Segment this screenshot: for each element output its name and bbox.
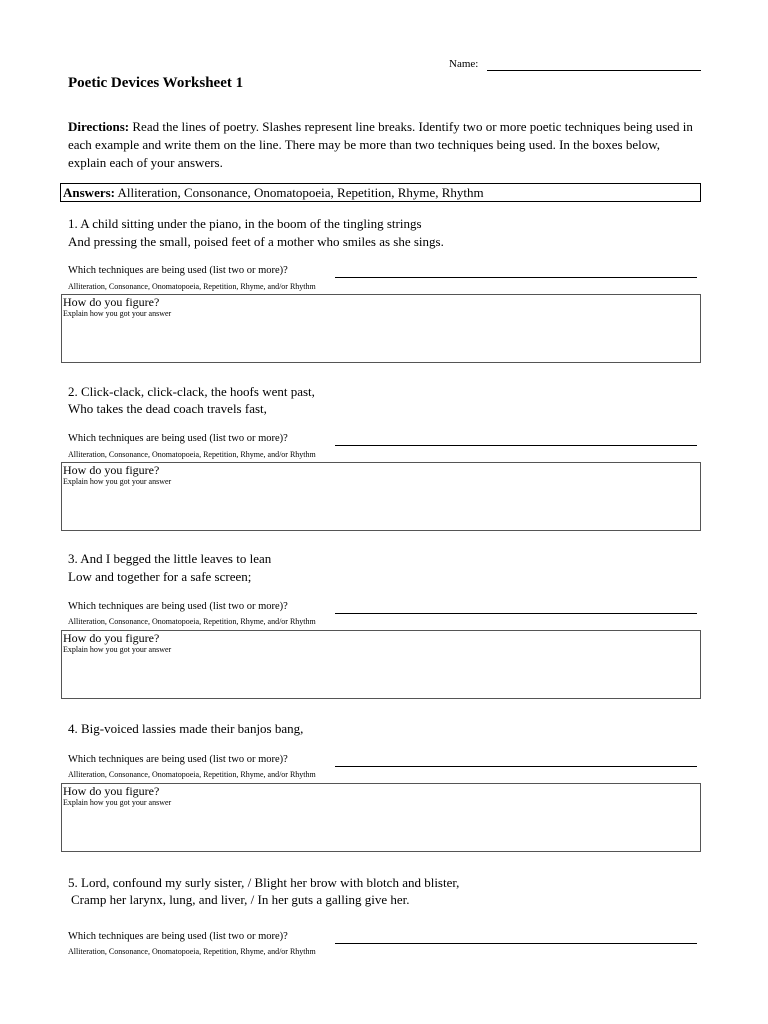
box-heading: How do you figure? <box>63 784 160 798</box>
question-3-explanation-box[interactable] <box>61 630 701 699</box>
question-3-line-2: Low and together for a safe screen; <box>68 569 252 584</box>
question-2-line-2: Who takes the dead coach travels fast, <box>68 401 267 416</box>
question-2-technique-answer-line[interactable] <box>335 445 697 446</box>
page-title: Poetic Devices Worksheet 1 <box>68 75 244 91</box>
directions <box>68 118 698 172</box>
box-subheading: Explain how you got your answer <box>63 309 172 318</box>
question-3-technique-answer-line[interactable] <box>335 613 697 614</box>
box-subheading: Explain how you got your answer <box>63 477 172 486</box>
box-heading: How do you figure? <box>63 631 160 645</box>
box-subheading: Explain how you got your answer <box>63 645 172 654</box>
question-4-technique-answer-line[interactable] <box>335 766 697 767</box>
question-5-technique-options: Alliteration, Consonance, Onomatopoeia, Repetition, Rhyme, and/or Rhythm <box>68 947 316 956</box>
question-5-line-2: Cramp her larynx, lung, and liver, / In her guts a galling give her. <box>71 892 410 907</box>
directions-text: Read the lines of poetry. Slashes represent line breaks. Identify two or more poetic techniques being used in each example and write them on the line. There may be more than two techniques being used. In the boxes below, explain each of your answers. <box>68 119 693 170</box>
question-1-technique-prompt: Which techniques are being used (list two or more)? <box>68 265 288 276</box>
answers-box <box>60 183 701 202</box>
question-1-line-2: And pressing the small, poised feet of a mother who smiles as she sings. <box>68 234 444 249</box>
box-subheading: Explain how you got your answer <box>63 798 172 807</box>
question-1-explanation-box[interactable] <box>61 294 701 363</box>
question-1-line-1: 1. A child sitting under the piano, in the boom of the tingling strings <box>68 216 422 231</box>
question-4-technique-options: Alliteration, Consonance, Onomatopoeia, Repetition, Rhyme, and/or Rhythm <box>68 770 316 779</box>
box-heading: How do you figure? <box>63 295 160 309</box>
question-3-line-1: 3. And I begged the little leaves to lean <box>68 551 272 566</box>
question-2-technique-prompt: Which techniques are being used (list two or more)? <box>68 433 288 444</box>
box-heading: How do you figure? <box>63 463 160 477</box>
question-5-technique-answer-line[interactable] <box>335 943 697 944</box>
question-2-line-1: 2. Click-clack, click-clack, the hoofs went past, <box>68 384 315 399</box>
question-2-technique-options: Alliteration, Consonance, Onomatopoeia, Repetition, Rhyme, and/or Rhythm <box>68 450 316 459</box>
answers-text: Alliteration, Consonance, Onomatopoeia, Repetition, Rhyme, Rhythm <box>117 185 484 200</box>
question-2-explanation-box[interactable] <box>61 462 701 531</box>
question-3-technique-prompt: Which techniques are being used (list two or more)? <box>68 601 288 612</box>
answers-label: Answers: <box>63 185 115 200</box>
question-1-technique-options: Alliteration, Consonance, Onomatopoeia, Repetition, Rhyme, and/or Rhythm <box>68 282 316 291</box>
question-4-explanation-box[interactable] <box>61 783 701 852</box>
directions-label: Directions: <box>68 119 130 134</box>
name-label: Name: <box>449 58 479 70</box>
question-4-technique-prompt: Which techniques are being used (list two or more)? <box>68 754 288 765</box>
question-3-technique-options: Alliteration, Consonance, Onomatopoeia, Repetition, Rhyme, and/or Rhythm <box>68 617 316 626</box>
question-5-line-1: 5. Lord, confound my surly sister, / Blight her brow with blotch and blister, <box>68 875 460 890</box>
question-1-technique-answer-line[interactable] <box>335 277 697 278</box>
name-field[interactable] <box>487 70 701 71</box>
question-4-line-1: 4. Big-voiced lassies made their banjos bang, <box>68 721 304 736</box>
question-5-technique-prompt: Which techniques are being used (list two or more)? <box>68 931 288 942</box>
